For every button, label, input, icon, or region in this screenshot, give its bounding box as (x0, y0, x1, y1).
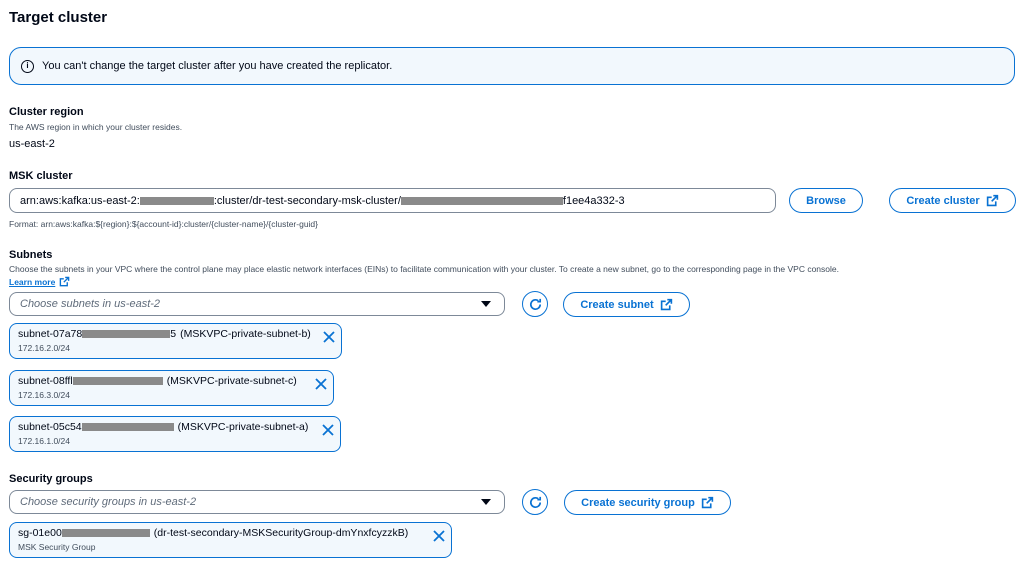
section-title: Target cluster (9, 9, 108, 26)
cluster-region-description: The AWS region in which your cluster resides. (9, 122, 183, 132)
create-security-group-button-label: Create security group (581, 496, 695, 509)
caret-down-icon (481, 499, 491, 505)
learn-more-link[interactable]: Learn more (9, 276, 56, 287)
refresh-icon (528, 297, 543, 312)
redacted-cluster-guid (401, 197, 563, 205)
subnet-cidr: 172.16.2.0/24 (18, 343, 70, 353)
info-alert (9, 47, 1015, 85)
subnet-token (9, 416, 341, 452)
arn-middle: :cluster/dr-test-secondary-msk-cluster/ (213, 194, 401, 207)
external-link-icon (59, 276, 70, 287)
msk-cluster-arn-input[interactable] (9, 188, 776, 213)
create-cluster-button[interactable] (889, 188, 1016, 213)
msk-format-hint: Format: arn:aws:kafka:${region}:${account-id}:cluster/{cluster-name}/{cluster-guid} (9, 219, 319, 229)
external-link-icon (701, 496, 714, 509)
security-groups-select[interactable] (9, 490, 505, 514)
subnets-placeholder: Choose subnets in us-east-2 (20, 298, 161, 310)
subnets-learn-more[interactable] (9, 276, 70, 287)
refresh-subnets-button[interactable] (522, 291, 548, 317)
cluster-region-value: us-east-2 (9, 138, 55, 150)
subnet-name: (MSKVPC-private-subnet-c) (166, 375, 297, 387)
security-group-token (9, 522, 452, 558)
create-cluster-button-label: Create cluster (906, 194, 980, 207)
redacted-subnet-id (73, 377, 163, 385)
security-group-name: (dr-test-secondary-MSKSecurityGroup-dmYnxfcyzzkB) (153, 527, 409, 539)
arn-prefix: arn:aws:kafka:us-east-2: (20, 194, 140, 207)
redacted-security-group-id (62, 529, 150, 537)
external-link-icon (986, 194, 999, 207)
subnet-name: (MSKVPC-private-subnet-a) (177, 421, 309, 433)
remove-icon[interactable] (433, 530, 445, 542)
create-subnet-button[interactable] (563, 292, 690, 317)
subnet-token (9, 323, 342, 359)
redacted-subnet-id (82, 330, 170, 338)
create-security-group-button[interactable] (564, 490, 731, 515)
browse-button-label: Browse (806, 194, 846, 207)
remove-icon[interactable] (315, 378, 327, 390)
security-group-description: MSK Security Group (18, 542, 96, 552)
security-group-id: sg-01e00 (18, 527, 62, 539)
subnets-label: Subnets (9, 249, 53, 261)
remove-icon[interactable] (322, 424, 334, 436)
external-link-icon (660, 298, 673, 311)
subnet-id: subnet-07a78 (18, 328, 83, 340)
security-groups-label: Security groups (9, 473, 93, 485)
arn-suffix: f1ee4a332-3 (562, 194, 625, 207)
refresh-icon (528, 495, 543, 510)
info-icon: i (21, 60, 34, 73)
create-subnet-button-label: Create subnet (580, 298, 654, 311)
browse-button[interactable] (789, 188, 863, 213)
cluster-region-label: Cluster region (9, 106, 84, 118)
subnet-id: subnet-05c54 (18, 421, 82, 433)
remove-icon[interactable] (323, 331, 335, 343)
security-groups-placeholder: Choose security groups in us-east-2 (20, 496, 197, 508)
subnet-id-tail: 5 (170, 328, 177, 340)
redacted-subnet-id (82, 423, 174, 431)
subnet-cidr: 172.16.3.0/24 (18, 390, 70, 400)
redacted-account-id (140, 197, 214, 205)
info-alert-text: You can't change the target cluster after you have created the replicator. (42, 60, 393, 72)
subnets-description: Choose the subnets in your VPC where the control plane may place elastic network interfaces (EINs) to facilitate communication with your cluster. To create a new subnet, go to the corresponding page in the VPC console. (9, 264, 839, 274)
refresh-security-groups-button[interactable] (522, 489, 548, 515)
subnet-cidr: 172.16.1.0/24 (18, 436, 70, 446)
subnet-name: (MSKVPC-private-subnet-b) (180, 328, 311, 340)
subnet-id: subnet-08ffl (18, 375, 73, 387)
subnets-select[interactable] (9, 292, 505, 316)
caret-down-icon (481, 301, 491, 307)
subnet-token (9, 370, 334, 406)
msk-cluster-label: MSK cluster (9, 170, 73, 182)
